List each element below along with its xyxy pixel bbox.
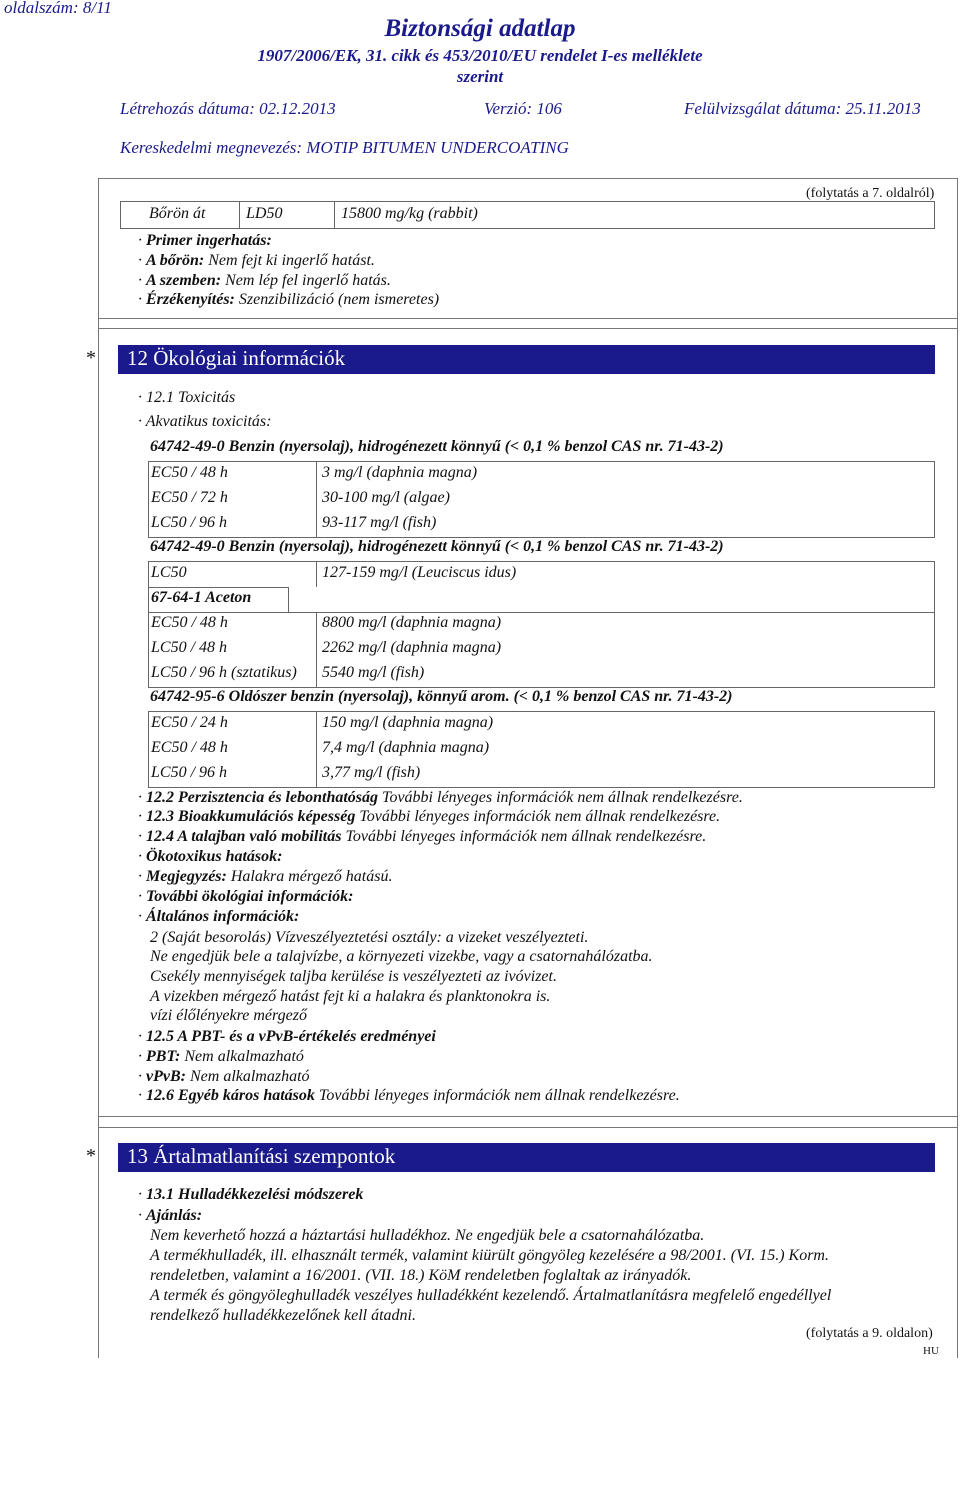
pbt-assessment-line: · 12.5 A PBT- és a vPvB-értékelés eredményei [138, 1028, 436, 1045]
general-info-text-4: vízi élőlényekre mérgező [150, 1007, 307, 1024]
table-cell: 3,77 mg/l (fish) [322, 764, 421, 781]
substance-1-table [148, 461, 935, 538]
recommendation-text-1: A termékhulladék, ill. elhasznált termék, valamint kiürült göngyöleg kezelésére a 98/2001. (VI. 15.) Korm. [150, 1247, 829, 1264]
table-cell: 127-159 mg/l (Leuciscus idus) [322, 564, 517, 581]
substance-2-table [148, 561, 935, 688]
mobility-line: · 12.4 A talajban való mobilitás További lényeges információk nem állnak rendelkezésre. [138, 828, 707, 845]
table-cell: LC50 / 96 h (sztatikus) [151, 664, 297, 681]
frame-left-line [98, 178, 99, 1358]
substance-3-table [148, 711, 935, 788]
substance-2-row-divider-2 [149, 612, 934, 613]
general-info-text-2: Csekély mennyiségek taljba kerülése is veszélyezteti az ivóvizet. [150, 968, 557, 985]
recommendation-text-0: Nem keverhető hozzá a háztartási hulladékhoz. Ne engedjük bele a csatornahálózatba. [150, 1227, 705, 1244]
intro-value: 15800 mg/kg (rabbit) [341, 205, 478, 222]
table-cell: EC50 / 48 h [151, 739, 228, 756]
table-cell: EC50 / 48 h [151, 614, 228, 631]
intro-line-1: · A bőrön: Nem fejt ki ingerlő hatást. [138, 252, 375, 269]
frame-divider-4 [98, 1127, 958, 1128]
vpvb-line: · vPvB: Nem alkalmazható [138, 1068, 310, 1085]
section12-title: 12 Ökológiai információk [127, 346, 346, 370]
substance-2-subhead-right [288, 587, 289, 612]
trade-name: Kereskedelmi megnevezés: MOTIP BITUMEN UNDERCOATING [120, 138, 569, 157]
intro-col-divider-2 [334, 202, 335, 228]
section12-change-marker: * [86, 347, 96, 369]
frame-right-line [957, 178, 958, 1358]
table-cell: LC50 / 48 h [151, 639, 228, 656]
table-cell: LC50 / 96 h [151, 514, 228, 531]
document-subtitle-line2: szerint [456, 67, 504, 86]
substance-2-col-divider-top [316, 562, 317, 587]
table-cell: 7,4 mg/l (daphnia magna) [322, 739, 490, 756]
table-cell: 8800 mg/l (daphnia magna) [322, 614, 502, 631]
ecotoxic-effects-line: · Ökotoxikus hatások: [138, 848, 283, 865]
remark-line: · Megjegyzés: Halakra mérgező hatású. [138, 868, 393, 885]
intro-toxicity-table [120, 201, 935, 229]
recommendation-text-4: rendelkező hulladékkezelőnek kell átadni. [150, 1307, 416, 1324]
bioaccumulation-line: · 12.3 Bioakkumulációs képesség További lényeges információk nem állnak rendelkezésre. [138, 808, 721, 825]
further-ecological-line: · További ökológiai információk: [138, 888, 354, 905]
substance-1-name: 64742-49-0 Benzin (nyersolaj), hidrogénezett könnyű (< 0,1 % benzol CAS nr. 71-43-2) [150, 438, 724, 455]
table-cell: EC50 / 48 h [151, 464, 228, 481]
toxicity-label: · 12.1 Toxicitás [138, 389, 236, 406]
section13-change-marker: * [86, 1145, 96, 1167]
frame-divider-2 [98, 328, 958, 329]
language-code: HU [923, 1345, 939, 1357]
general-info-text-1: Ne engedjük bele a talajvízbe, a környezeti vizekbe, vagy a csatornahálózatba. [150, 948, 653, 965]
table-cell: LC50 [151, 564, 187, 581]
general-info-text-0: 2 (Saját besorolás) Vízveszélyeztetési osztály: a vizeket veszélyezteti. [150, 929, 589, 946]
substance-2-col-divider-bottom [316, 612, 317, 687]
waste-methods-label: · 13.1 Hulladékkezelési módszerek [138, 1186, 364, 1203]
substance-3-col-divider [316, 712, 317, 787]
substance-3-name: 64742-95-6 Oldószer benzin (nyersolaj), könnyű arom. (< 0,1 % benzol CAS nr. 71-43-2) [150, 688, 733, 705]
document-subtitle-line1: 1907/2006/EK, 31. cikk és 453/2010/EU rendelet I-es melléklete [257, 46, 703, 65]
intro-line-0: · Primer ingerhatás: [138, 232, 272, 249]
intro-route: Bőrön át [149, 205, 206, 222]
frame-divider-3 [98, 1116, 958, 1117]
document-title: Biztonsági adatlap [384, 15, 576, 42]
table-cell: 150 mg/l (daphnia magna) [322, 714, 494, 731]
frame-top-line [98, 178, 958, 179]
continued-from-note: (folytatás a 7. oldalról) [806, 186, 935, 201]
recommendation-label: · Ajánlás: [138, 1207, 203, 1224]
revised-date: Felülvizsgálat dátuma: 25.11.2013 [684, 99, 921, 118]
substance-1-col-divider [316, 462, 317, 537]
persistence-line: · 12.2 Perzisztencia és lebonthatóság További lényeges információk nem állnak rendelkezésre. [138, 789, 743, 806]
section13-header [118, 1143, 935, 1172]
section12-header [118, 345, 935, 374]
recommendation-text-3: A termék és göngyöleghulladék veszélyes hulladékként kezelendő. Ártalmatlanításra megfelelő engedéllyel [150, 1287, 832, 1304]
table-cell: LC50 / 96 h [151, 764, 228, 781]
intro-type: LD50 [246, 205, 283, 222]
substance-2-name: 64742-49-0 Benzin (nyersolaj), hidrogénezett könnyű (< 0,1 % benzol CAS nr. 71-43-2) [150, 538, 724, 555]
table-cell: EC50 / 72 h [151, 489, 228, 506]
table-cell: 30-100 mg/l (algae) [322, 489, 450, 506]
continued-to-note: (folytatás a 9. oldalon) [806, 1326, 933, 1341]
frame-divider-1 [98, 318, 958, 319]
table-cell: 3 mg/l (daphnia magna) [322, 464, 478, 481]
table-cell: 5540 mg/l (fish) [322, 664, 425, 681]
aquatic-toxicity-label: · Akvatikus toxicitás: [138, 413, 272, 430]
general-info-text-3: A vizekben mérgező hatást fejt ki a halakra és planktonokra is. [150, 988, 551, 1005]
table-cell: 93-117 mg/l (fish) [322, 514, 437, 531]
created-date: Létrehozás dátuma: 02.12.2013 [120, 99, 336, 118]
page-number: oldalszám: 8/11 [4, 0, 112, 17]
section13-title: 13 Ártalmatlanítási szempontok [127, 1144, 396, 1168]
intro-line-3: · Érzékenyítés: Szenzibilizáció (nem ismeretes) [138, 291, 440, 308]
table-cell: 2262 mg/l (daphnia magna) [322, 639, 502, 656]
other-effects-line: · 12.6 Egyéb káros hatások További lényeges információk nem állnak rendelkezésre. [138, 1087, 680, 1104]
aceton-subheading: 67-64-1 Aceton [151, 589, 252, 606]
intro-line-2: · A szemben: Nem lép fel ingerlő hatás. [138, 272, 391, 289]
general-info-line: · Általános információk: [138, 908, 300, 925]
intro-col-divider-1 [239, 202, 240, 228]
substance-2-row-divider [149, 587, 288, 588]
recommendation-text-2: rendeletben, valamint a 16/2001. (VII. 18.) KöM rendeletben foglaltak az irányadók. [150, 1267, 692, 1284]
table-cell: EC50 / 24 h [151, 714, 228, 731]
version: Verzió: 106 [484, 99, 562, 118]
pbt-line: · PBT: Nem alkalmazható [138, 1048, 304, 1065]
